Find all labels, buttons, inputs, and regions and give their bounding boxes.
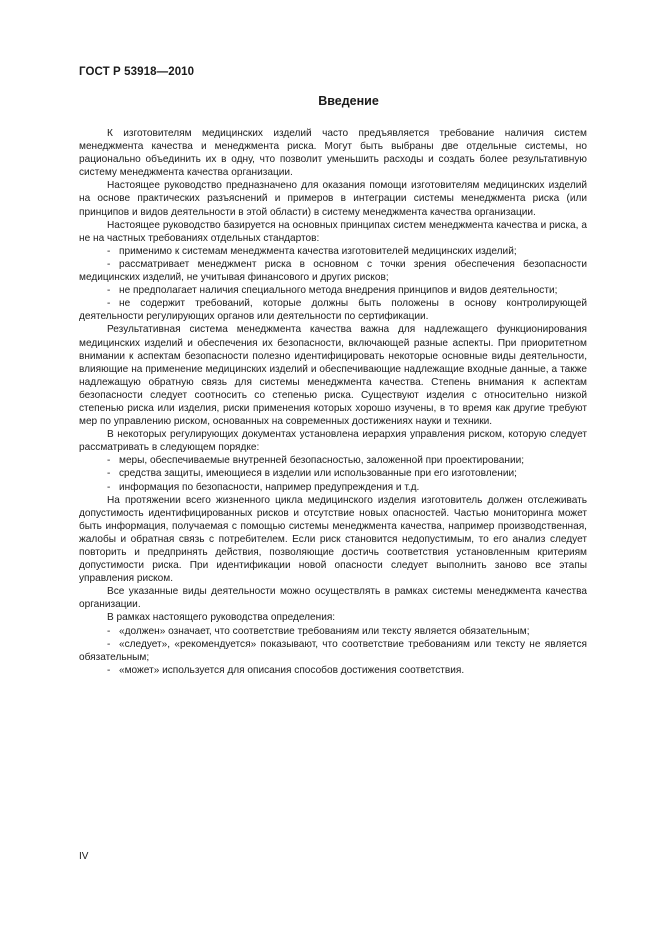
paragraph: Результативная система менеджмента качества важна для надлежащего функционирования медицинских изделий и обеспечения их безопасности, включающей разные аспекты. При приоритетном внимании к аспектам безопасности полезно идентифицировать некоторые основные виды деятельности, влияющие на применение медицинских изделий и обеспечивающие надлежащие входные данные, а также надлежащую обратную связь для системы менеджмента качества. Степень внимания к аспектам безопасности следует соотносить со степенью риска. Существуют изделия с относительно низкой степенью риска или изделия, риски применения которых хорошо изучены, в то время как другие требуют мер по управлению риском, основанных на современных достижениях науки и техники. <box>79 324 587 428</box>
list-dash: - <box>107 625 111 637</box>
list-dash: - <box>107 245 111 257</box>
list-dash: - <box>107 455 111 467</box>
list-item <box>79 664 587 677</box>
body-text <box>79 127 587 677</box>
list-item <box>79 258 587 284</box>
paragraph: В некоторых регулирующих документах установлена иерархия управления риском, которую следует рассматривать в следующем порядке: <box>79 429 587 454</box>
paragraph: Настоящее руководство базируется на основных принципах систем менеджмента качества и риска, а не на частных требованиях отдельных стандартов: <box>79 219 587 244</box>
section-title: Введение <box>318 94 379 108</box>
list-item <box>79 284 587 297</box>
list-item-text: средства защиты, имеющиеся в изделии или использованные при его изготовлении; <box>119 468 517 480</box>
paragraph: Настоящее руководство предназначено для оказания помощи изготовителям медицинских изделий на основе практических разъяснений и примеров в интеграции системы менеджмента риска (или принципов и видов деятельности в этой области) в систему менеджмента качества организации. <box>79 180 587 218</box>
list-item-text: рассматривает менеджмент риска в основном с точки зрения обеспечения безопасности медицинских изделий, не учитывая финансового и других рисков; <box>79 258 587 284</box>
list-item-text: меры, обеспечиваемые внутренней безопасностью, заложенной при проектировании; <box>119 455 525 467</box>
paragraph: К изготовителям медицинских изделий часто предъявляется требование наличия систем менеджмента качества и менеджмента риска. Могут быть выбраны две отдельные системы, но рационально объединить их в одну, что позволит уменьшить расходы и создать более результативную систему менеджмента качества организации. <box>79 128 587 179</box>
list-item <box>79 454 587 467</box>
paragraph: Все указанные виды деятельности можно осуществлять в рамках системы менеджмента качества организации. <box>79 586 587 611</box>
list-item-text: не содержит требований, которые должны быть положены в основу контролирующей деятельности регулирующих органов или деятельности по сертификации. <box>79 298 587 323</box>
list-item-text: «следует», «рекомендуется» показывают, что соответствие требованиям или тексту не является обязательным; <box>79 638 587 663</box>
list-item-text: информация по безопасности, например предупреждения и т.д. <box>119 481 420 493</box>
paragraph: В рамках настоящего руководства определения: <box>107 612 336 624</box>
list-dash: - <box>107 481 111 493</box>
list-item-text: «должен» означает, что соответствие требованиям или тексту является обязательным; <box>119 625 530 637</box>
list-item-text: не предполагает наличия специального метода внедрения принципов и видов деятельности; <box>119 285 558 297</box>
page-number: IV <box>79 851 89 862</box>
document-standard-header: ГОСТ Р 53918—2010 <box>79 66 195 78</box>
paragraph: На протяжении всего жизненного цикла медицинского изделия изготовитель должен отслеживать допустимость идентифицированных рисков и отсутствие новых опасностей. Частью мониторинга может быть информация, получаемая с помощью системы менеджмента качества, например производственная, жалобы и обратная связь с потребителем. Если риск становится недопустимым, то его анализ следует повторить и предпринять действия, позволяющие достичь соответствия установленным критериям допустимости риска. При идентификации новой опасности следует выполнить заново все этапы управления риском. <box>79 494 587 585</box>
list-item <box>79 297 587 323</box>
list-dash: - <box>107 298 111 310</box>
list-item <box>79 625 587 638</box>
list-item <box>79 467 587 480</box>
list-item <box>79 481 587 494</box>
list-item <box>79 245 587 258</box>
list-dash: - <box>107 468 111 480</box>
list-item-text: применимо к системам менеджмента качества изготовителей медицинских изделий; <box>119 245 517 257</box>
list-item <box>79 638 587 664</box>
list-dash: - <box>107 664 111 676</box>
list-dash: - <box>107 285 111 297</box>
list-item-text: «может» используется для описания способов достижения соответствия. <box>119 664 465 676</box>
list-dash: - <box>107 638 111 650</box>
list-dash: - <box>107 258 111 270</box>
